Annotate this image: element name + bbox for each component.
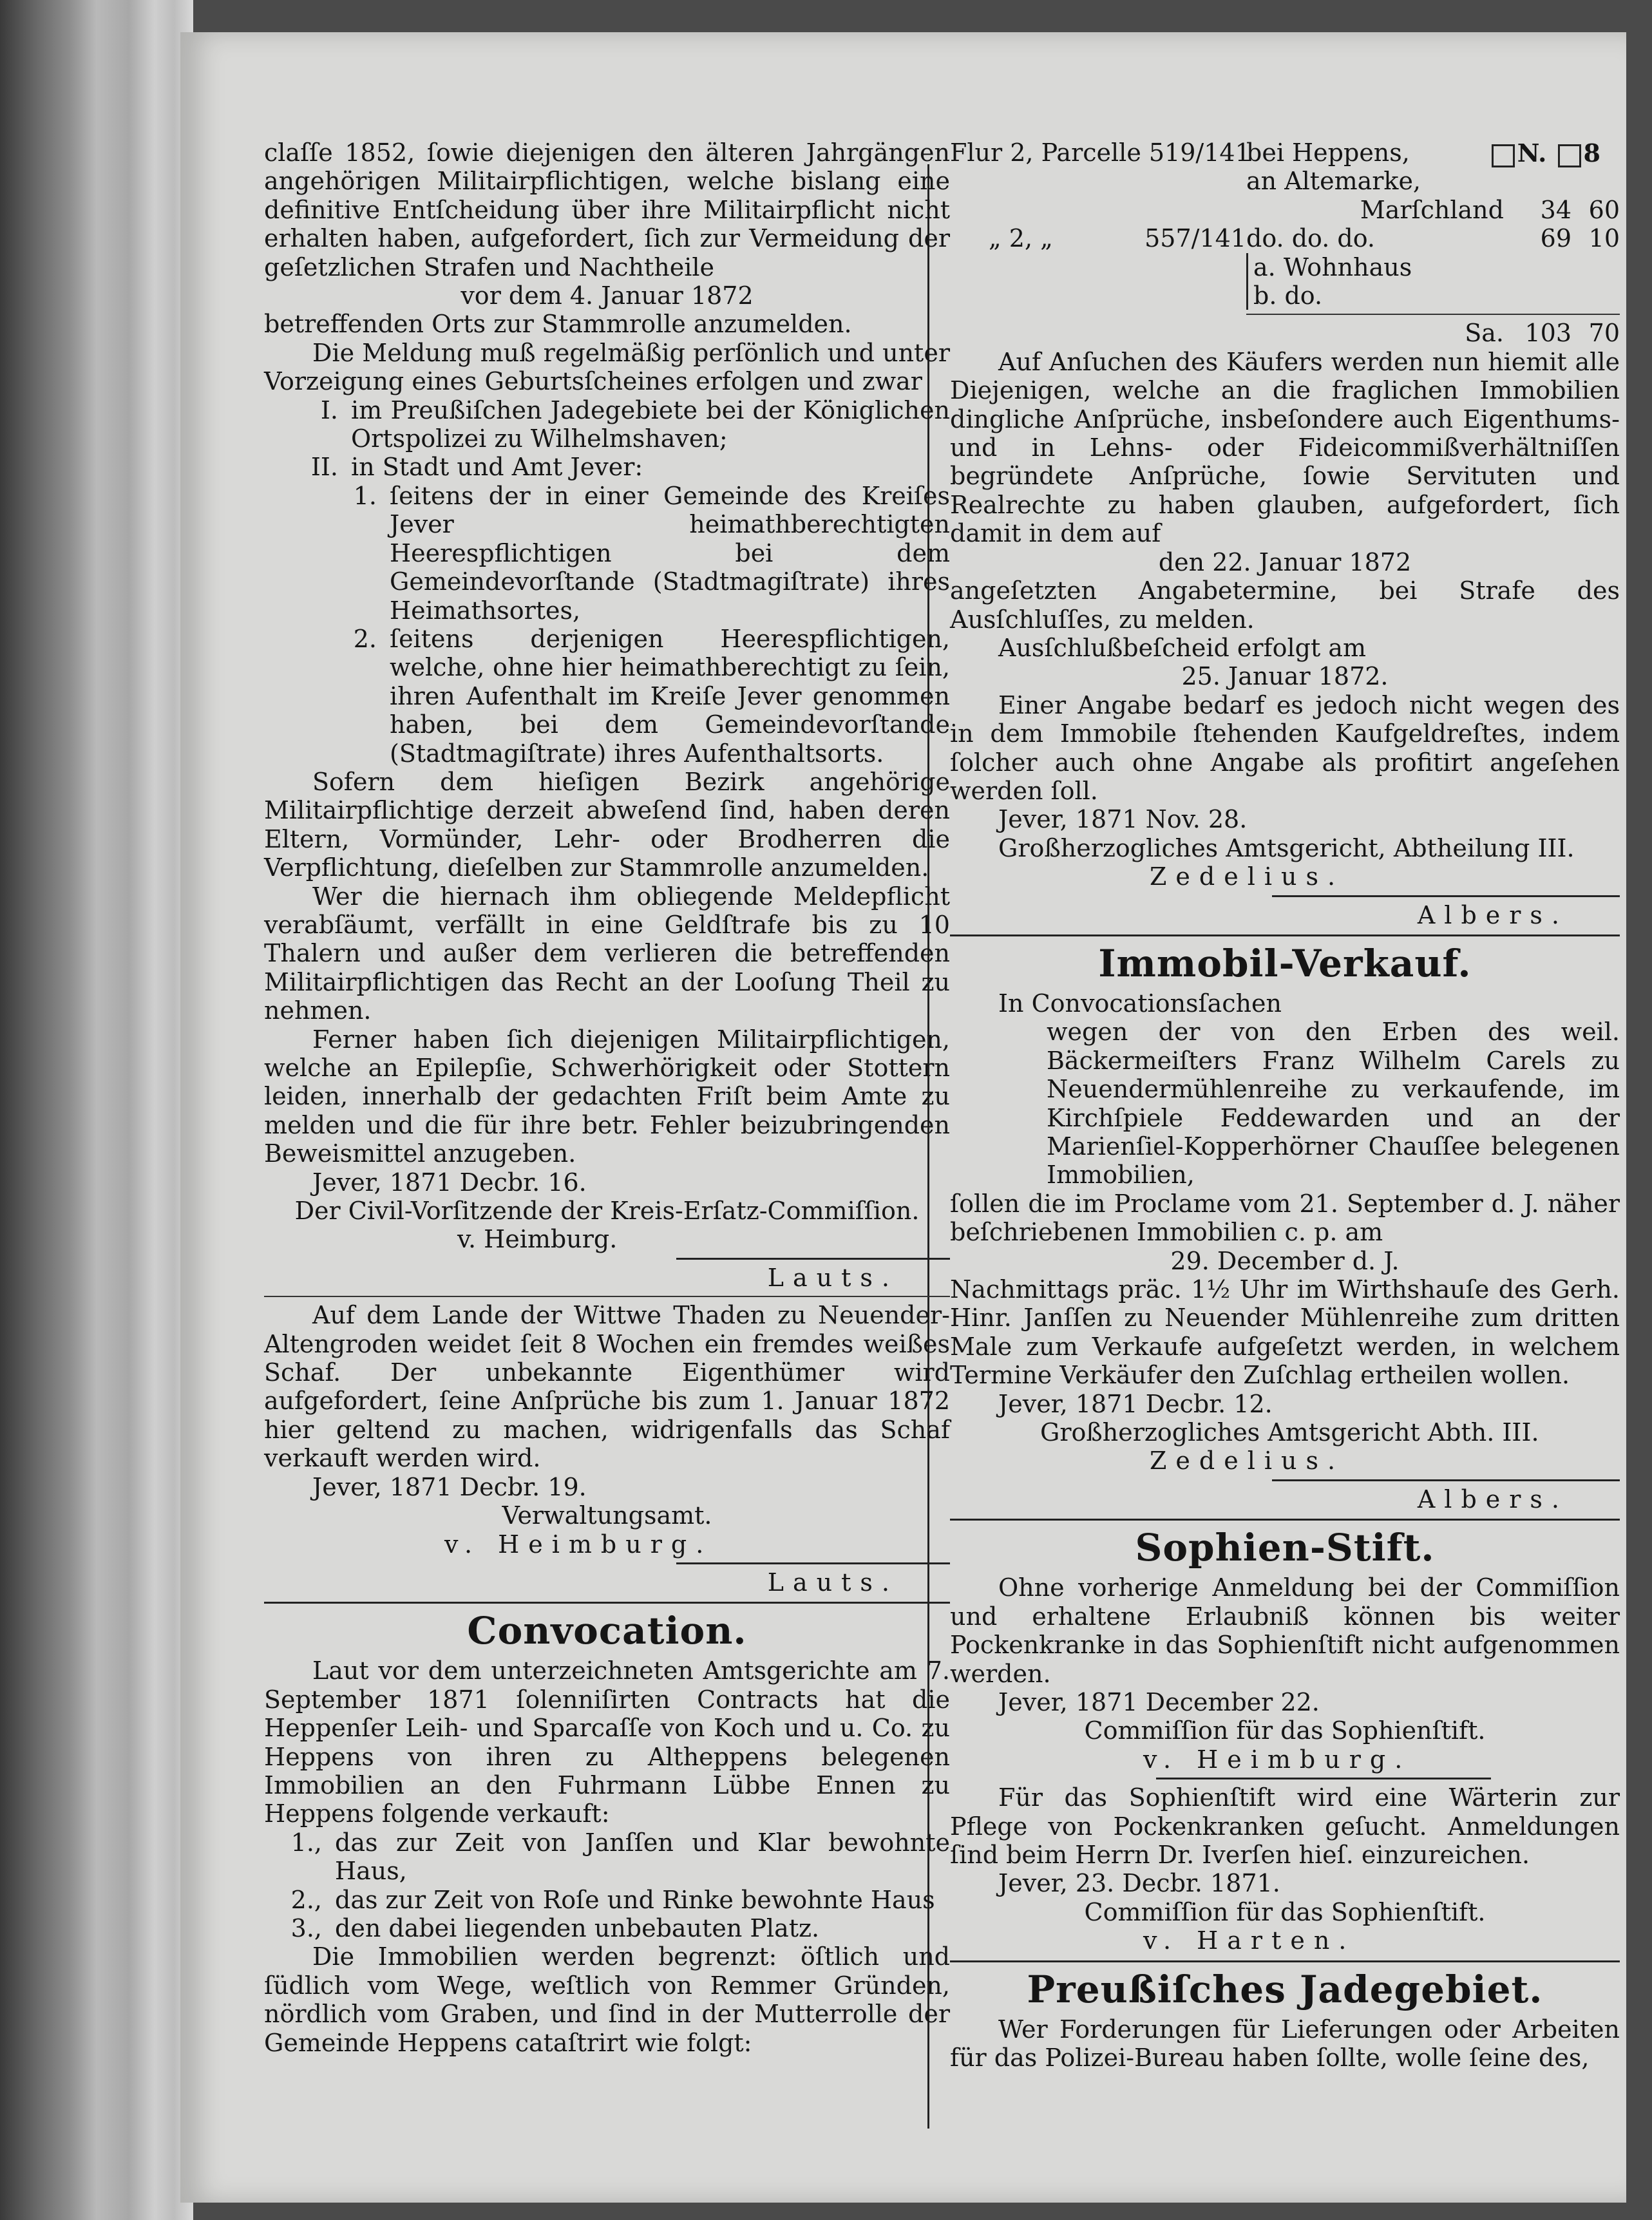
sum-label: Sa.	[1465, 319, 1504, 348]
list-text: im Preußiſchen Jadegebiete bei der Königlichen Ortspolizei zu Wilhelmshaven;	[351, 395, 950, 453]
parcel-table	[950, 138, 1620, 310]
signature-rule	[1272, 1479, 1620, 1481]
notice-text: claſſe 1852, ſowie diejenigen den älteren Jahrgängen angehörigen Militairpflichtigen, welche bislang eine definitive Entſcheidung über ihre Militairpflicht nicht erhalten haben, aufgefordert, ſich zur Vermeidung der geſetzlichen Strafen und Nachtheile	[264, 138, 950, 281]
notice-text: Nachmittags präc. 1½ Uhr im Wirthshauſe des Gerh. Hinr. Janſſen zu Neuender Mühlenreihe zum dritten Male zum Verkaufe aufgeſetzt werden, in welchem Termine Verkäufer den Zuſchlag ertheilen wollen.	[950, 1275, 1620, 1390]
notice-text: Einer Angabe bedarf es jedoch nicht wegen des in dem Immobile ſtehenden Kaufgeldreſtes, indem ſolcher auch ohne Angabe als profitirt angeſehen werden ſoll.	[950, 690, 1620, 805]
table-cell: b. do.	[1246, 281, 1523, 310]
notice-text: angeſetzten Angabetermine, bei Strafe des Ausſchluſſes, zu melden.	[950, 576, 1620, 634]
list-number: 2.	[353, 624, 377, 653]
book-page-edges	[0, 0, 193, 2220]
notice-text: Auf Anſuchen des Käufers werden nun hiemit alle Diejenigen, welche an die fraglichen Immobilien dingliche Anſprüche, insbeſondere auch Eigenthums- und in Lehns- oder Fideicommißverhältniſſen begründete Anſprüche, ſowie Servituten und Realrechte zu haben glauben, aufgefordert, ſich damit in dem auf	[950, 347, 1620, 548]
signature-line: Verwaltungsamt.	[502, 1501, 712, 1530]
table-cell: an Altemarke,	[1246, 167, 1421, 196]
notice-date: Jever, 1871 Decbr. 12.	[998, 1389, 1273, 1418]
notice-text: Die Immobilien werden begrenzt: öſtlich und ſüdlich vom Wege, weſtlich von Remmer Gründen, nördlich vom Graben, und ſind in der Mutterrolle der Gemeinde Heppens cataſtrirt wie folgt:	[264, 1942, 950, 2057]
notice-date: Jever, 1871 Decbr. 16.	[312, 1168, 587, 1197]
table-cell: a. Wohnhaus	[1246, 253, 1523, 281]
table-cell: 10	[1588, 224, 1620, 253]
signature-line: Commiſſion für das Sophienſtift.	[1084, 1897, 1486, 1926]
list-text: das zur Zeit von Roſe und Rinke bewohnte Haus	[335, 1885, 935, 1914]
section-title: Immobil-Verkauf.	[1098, 941, 1472, 985]
list-number: 1.	[353, 481, 377, 510]
newspaper-page	[180, 32, 1626, 2203]
sum-row	[950, 319, 1620, 347]
list-number: 2.,	[290, 1885, 322, 1914]
notice-date: den 22. Januar 1872	[1158, 547, 1412, 576]
table-cell: 34	[1540, 195, 1571, 224]
left-column	[264, 138, 950, 2057]
signature-name: Lauts.	[767, 1263, 898, 1292]
notice-date: Jever, 1871 December 22.	[998, 1687, 1320, 1716]
signature-name: Zedelius.	[1150, 862, 1345, 891]
table-cell: do. do. do.	[1246, 224, 1376, 253]
right-column	[950, 138, 1620, 2072]
notice-text: Wer Forderungen für Lieferungen oder Arbeiten für das Polizei-Bureau haben ſollte, wolle ſeine des,	[950, 2015, 1620, 2072]
list-number: I.	[320, 395, 338, 424]
notice-date: 25. Januar 1872.	[1181, 662, 1389, 691]
table-cell	[950, 224, 1246, 252]
notice-text: Ohne vorherige Anmeldung bei der Commiſſion und erhaltene Erlaubniß können bis weiter Pockenkranke in das Sophienſtift nicht aufgenommen werden.	[950, 1573, 1620, 1688]
section-rule	[264, 1602, 950, 1604]
signature-name: Zedelius.	[1150, 1447, 1345, 1475]
signature-line: Commiſſion für das Sophienſtift.	[1084, 1716, 1486, 1745]
list-item	[264, 482, 950, 625]
table-cell: Marſchland	[1360, 195, 1504, 224]
notice-text: In Convocationsſachen	[998, 989, 1282, 1018]
notice-text: Ausſchlußbeſcheid erfolgt am	[998, 633, 1367, 662]
signature-name: v. Heimburg.	[444, 1530, 713, 1559]
signature-line: Großherzogliches Amtsgericht, Abtheilung III.	[998, 833, 1575, 862]
notice-text: Laut vor dem unterzeichneten Amtsgerichte am 7. September 1871 ſolenniſirten Contracts hat die Heppenſer Leih- und Sparcaſſe von Koch und u. Co. zu Heppens von ihren zu Altheppens belegenen Immobilien an den Fuhrmann Lübbe Ennen zu Heppens folgende verkauft:	[264, 1656, 950, 1828]
list-item	[264, 453, 950, 481]
section-title: Sophien-Stift.	[1135, 1526, 1435, 1570]
signature-name: v. Heimburg.	[1143, 1745, 1412, 1774]
list-text: ſeitens derjenigen Heerespflichtigen, welche, ohne hier heimathberechtigt zu ſein, ihren Aufenthalt im Kreiſe Jever genommen haben, bei dem Gemeindevorſtande (Stadtmagiſtrate) ihres Aufenthaltsorts.	[390, 624, 950, 768]
list-item	[264, 1886, 950, 1914]
list-item	[264, 1914, 950, 1942]
list-item	[264, 396, 950, 453]
notice-text: ſollen die im Proclame vom 21. September d. J. näher beſchriebenen Immobilien c. p. am	[950, 1189, 1620, 1247]
list-text: das zur Zeit von Janſſen und Klar bewohnte Haus,	[335, 1828, 950, 1886]
section-rule	[950, 1960, 1620, 1962]
notice-text: Wer die hiernach ihm obliegende Meldepflicht verabſäumt, verfällt in eine Geldſtrafe bis zu 10 Thalern und außer dem verlieren die betreffenden Militairpflichtigen das Recht an der Looſung Theil zu nehmen.	[264, 882, 950, 1025]
list-item	[264, 1828, 950, 1886]
section-title: Preußiſches Jadegebiet.	[1027, 1967, 1543, 2011]
sum-rule	[1246, 314, 1620, 315]
section-rule	[950, 1519, 1620, 1521]
notice-date: vor dem 4. Januar 1872	[460, 281, 754, 310]
signature-name: Albers.	[1417, 1485, 1568, 1513]
flur-number: „ 2, „	[989, 224, 1053, 253]
notice-text: Ferner haben ſich diejenigen Militairpflichtigen, welche an Epilepſie, Schwerhörigkeit oder Stottern leiden, innerhalb der gedachten Friſt beim Amte zu melden und die für ihre betr. Fehler beizubringenden Beweismittel anzugeben.	[264, 1025, 950, 1168]
sum-value: 103	[1524, 319, 1571, 348]
notice-text: wegen der von den Erben des weil. Bäckermeiſters Franz Wilhelm Carels zu Neuendermühlenreihe zu verkaufende, im Kirchſpiele Feddewarden und an der Marienſiel-Kopperhörner Chauſſee belegenen Immobilien,	[1047, 1018, 1620, 1190]
signature-name: Albers.	[1417, 900, 1568, 929]
list-number: 1.,	[290, 1828, 322, 1857]
notice-date: Jever, 1871 Decbr. 19.	[312, 1472, 587, 1501]
list-text: den dabei liegenden unbebauten Platz.	[335, 1913, 820, 1942]
signature-rule	[1272, 895, 1620, 897]
signature-name: v. Heimburg.	[457, 1225, 618, 1254]
list-text: in Stadt und Amt Jever:	[351, 453, 643, 482]
list-number: 3.,	[290, 1913, 322, 1942]
notice-text: Die Meldung muß regelmäßig perſönlich und unter Vorzeigung eines Geburtsſcheines erfolgen und zwar	[264, 338, 950, 396]
table-cell: 69	[1540, 224, 1571, 253]
signature-rule	[676, 1258, 950, 1260]
notice-date: Jever, 23. Decbr. 1871.	[998, 1869, 1280, 1898]
table-cell: Flur 2, Parcelle 519/141	[950, 138, 1251, 167]
signature-line: Der Civil-Vorſitzende der Kreis-Erſatz-Commiſſion.	[294, 1197, 920, 1226]
notice-date: Jever, 1871 Nov. 28.	[998, 805, 1248, 834]
number-label: N.	[1517, 138, 1547, 167]
section-rule	[950, 934, 1620, 936]
parcel-number: 557/141	[1144, 224, 1246, 253]
table-cell: bei Heppens,	[1246, 138, 1410, 167]
notice-text: betreffenden Orts zur Stammrolle anzumelden.	[264, 310, 852, 339]
sum-value: 70	[1588, 319, 1620, 348]
number-value: 8	[1583, 138, 1600, 167]
notice-text: Sofern dem hieſigen Bezirk angehörige Militairpflichtige derzeit abweſend ſind, haben deren Eltern, Vormünder, Lehr- oder Brodherren die Verpflichtung, dieſelben zur Stammrolle anzumelden.	[264, 767, 950, 882]
list-text: ſeitens der in einer Gemeinde des Kreiſes Jever heimathberechtigten Heerespflichtigen bei dem Gemeindevorſtande (Stadtmagiſtrate) ihres Heimathsortes,	[390, 481, 950, 625]
signature-line: Großherzogliches Amtsgericht Abth. III.	[1040, 1418, 1539, 1447]
list-number: II.	[310, 453, 338, 482]
notice-text: Für das Sophienſtift wird eine Wärterin zur Pflege von Pockenkranken geſucht. Anmeldungen ſind beim Herrn Dr. Iverſen hieſ. einzureichen.	[950, 1783, 1620, 1869]
notice-text: Auf dem Lande der Wittwe Thaden zu Neuender-Altengroden weidet ſeit 8 Wochen ein fremdes weißes Schaf. Der unbekannte Eigenthümer wird aufgefordert, ſeine Anſprüche bis zum 1. Januar 1872 hier geltend zu machen, widrigenfalls das Schaf verkauft werden wird.	[264, 1301, 950, 1473]
list-item	[264, 625, 950, 768]
section-rule	[1156, 1778, 1491, 1779]
signature-name: v. Harten.	[1143, 1926, 1356, 1955]
section-rule	[264, 1296, 950, 1297]
signature-name: Lauts.	[767, 1568, 898, 1597]
section-title: Convocation.	[467, 1609, 747, 1653]
table-cell: 60	[1588, 195, 1620, 224]
notice-date: 29. December d. J.	[1170, 1246, 1400, 1275]
signature-rule	[676, 1562, 950, 1564]
